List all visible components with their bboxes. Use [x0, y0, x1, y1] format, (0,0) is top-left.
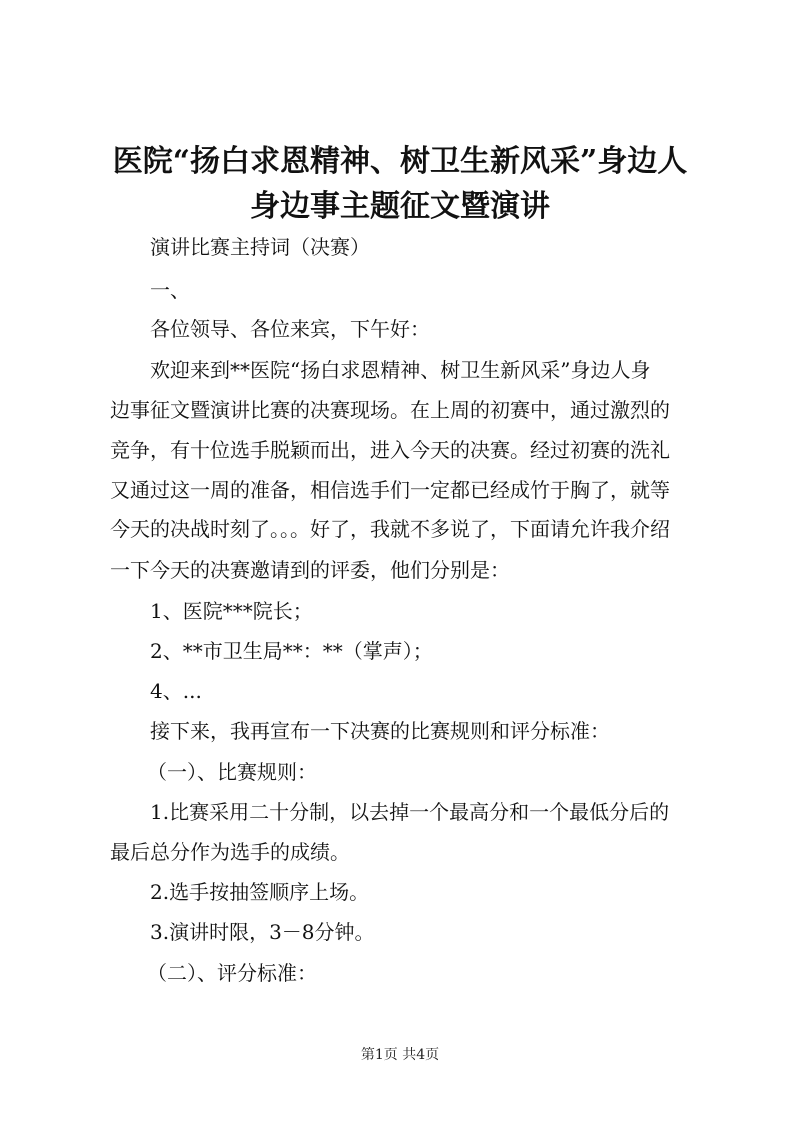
judge-list-item: 4、... — [150, 679, 202, 703]
page-footer: 第1页 共4页 — [360, 1047, 440, 1063]
rule-item: 1.比赛采用二十分制，以去掉一个最高分和一个最低分后的 — [150, 800, 670, 824]
rule-item: 2.选手按抽签顺序上场。 — [150, 880, 370, 904]
body-text-line: 一下今天的决赛邀请到的评委，他们分别是： — [110, 558, 510, 582]
body-text-line: 欢迎来到**医院“扬白求恩精神、树卫生新风采”身边人身 — [150, 358, 651, 382]
body-text-line: 又通过这一周的准备，相信选手们一定都已经成竹于胸了，就等 — [110, 478, 670, 502]
rule-item: 3.演讲时限，3－8分钟。 — [150, 920, 375, 944]
body-text-line: 接下来，我再宣布一下决赛的比赛规则和评分标准： — [150, 719, 610, 743]
body-text-line: 今天的决战时刻了。。。好了，我就不多说了，下面请允许我介绍 — [110, 517, 670, 541]
document-title-line-2: 身边事主题征文暨演讲 — [250, 189, 550, 224]
rule-item-continuation: 最后总分作为选手的成绩。 — [110, 840, 350, 864]
section-number: 一、 — [150, 278, 190, 302]
subsection-heading: （二）、评分标准： — [147, 961, 317, 985]
subsection-heading: （一）、比赛规则： — [147, 760, 317, 784]
body-text-line: 竞争，有十位选手脱颖而出，进入今天的决赛。经过初赛的洗礼 — [110, 438, 670, 462]
document-title-line-1: 医院“扬白求恩精神、树卫生新风采”身边人 — [112, 144, 688, 179]
judge-list-item: 2、**市卫生局**：**（掌声）； — [150, 639, 433, 663]
greeting: 各位领导、各位来宾，下午好： — [150, 317, 430, 341]
judge-list-item: 1、医院***院长； — [150, 599, 313, 623]
section-heading: 演讲比赛主持词（决赛） — [150, 235, 370, 259]
body-text-line: 边事征文暨演讲比赛的决赛现场。在上周的初赛中，通过激烈的 — [110, 398, 670, 422]
